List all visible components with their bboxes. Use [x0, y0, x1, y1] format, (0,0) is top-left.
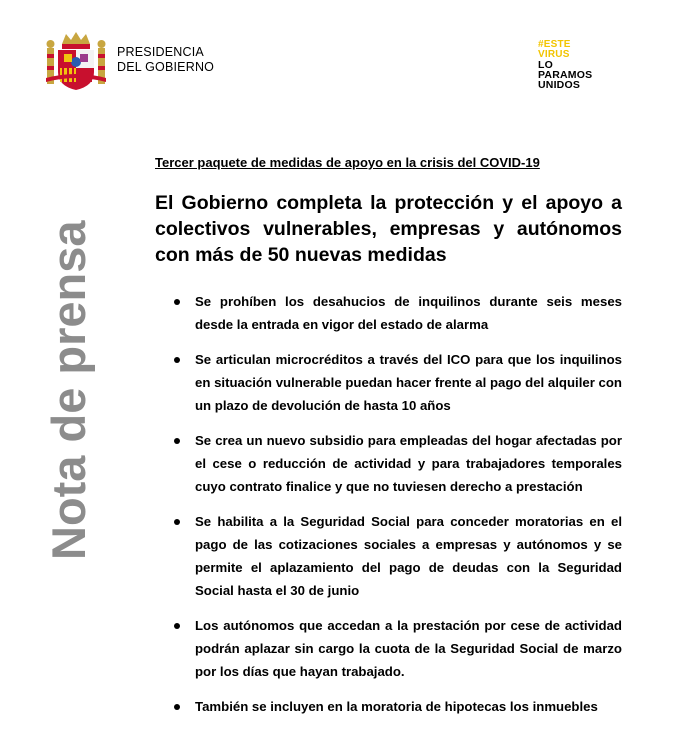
list-item	[155, 510, 622, 602]
side-title: Nota de prensa	[42, 220, 95, 560]
campaign-line-1: #ESTE	[538, 39, 571, 50]
bullet-icon	[174, 299, 180, 305]
campaign-logo	[538, 40, 618, 90]
list-item-text: Se articulan microcréditos a través del ICO para que los inquilinos en situación vulnerable puedan hacer frente al pago del alquiler con un plazo de devolución de hasta 10 años	[195, 352, 622, 413]
list-item-text: Se habilita a la Seguridad Social para conceder moratorias en el pago de las cotizaciones sociales a empresas y autónomos y se permite el aplazamiento del pago de deudas con la Seguridad Social hasta el 30 de junio	[195, 514, 622, 598]
campaign-line-4: PARAMOS	[538, 69, 593, 81]
institution-line-2: DEL GOBIERNO	[117, 60, 215, 74]
bullet-icon	[174, 704, 180, 710]
page-subtitle: Tercer paquete de medidas de apoyo en la crisis del COVID-19	[155, 155, 540, 170]
campaign-line-3: LO	[538, 59, 553, 71]
measures-list	[155, 290, 622, 718]
list-item	[155, 290, 622, 336]
list-item-text: Se crea un nuevo subsidio para empleadas del hogar afectadas por el cese o reducción de actividad y para trabajadores temporales cuyo contrato finalice y que no tuviesen derecho a prestación	[195, 433, 622, 494]
list-item-text: Se prohíben los desahucios de inquilinos durante seis meses desde la entrada en vigor del estado de alarma	[195, 294, 622, 332]
list-item-text: También se incluyen en la moratoria de hipotecas los inmuebles	[195, 699, 598, 714]
bullet-icon	[174, 519, 180, 525]
institution-line-1: PRESIDENCIA	[117, 45, 204, 59]
government-logo	[44, 30, 219, 94]
page-title: El Gobierno completa la protección y el apoyo a colectivos vulnerables, empresas y autónomos con más de 50 nuevas medidas	[155, 192, 622, 266]
list-item	[155, 614, 622, 683]
campaign-line-2: VIRUS	[538, 49, 570, 60]
coat-of-arms-icon	[44, 30, 108, 94]
bullet-icon	[174, 357, 180, 363]
list-item	[155, 429, 622, 498]
list-item	[155, 348, 622, 417]
list-item-text: Los autónomos que accedan a la prestación por cese de actividad podrán aplazar sin cargo la cuota de la Seguridad Social de marzo por los días que hayan trabajado.	[195, 618, 622, 679]
list-item	[155, 695, 622, 718]
institution-name	[117, 45, 214, 75]
content-column	[155, 155, 622, 730]
bullet-icon	[174, 623, 180, 629]
campaign-line-5: UNIDOS	[538, 79, 581, 91]
bullet-icon	[174, 438, 180, 444]
